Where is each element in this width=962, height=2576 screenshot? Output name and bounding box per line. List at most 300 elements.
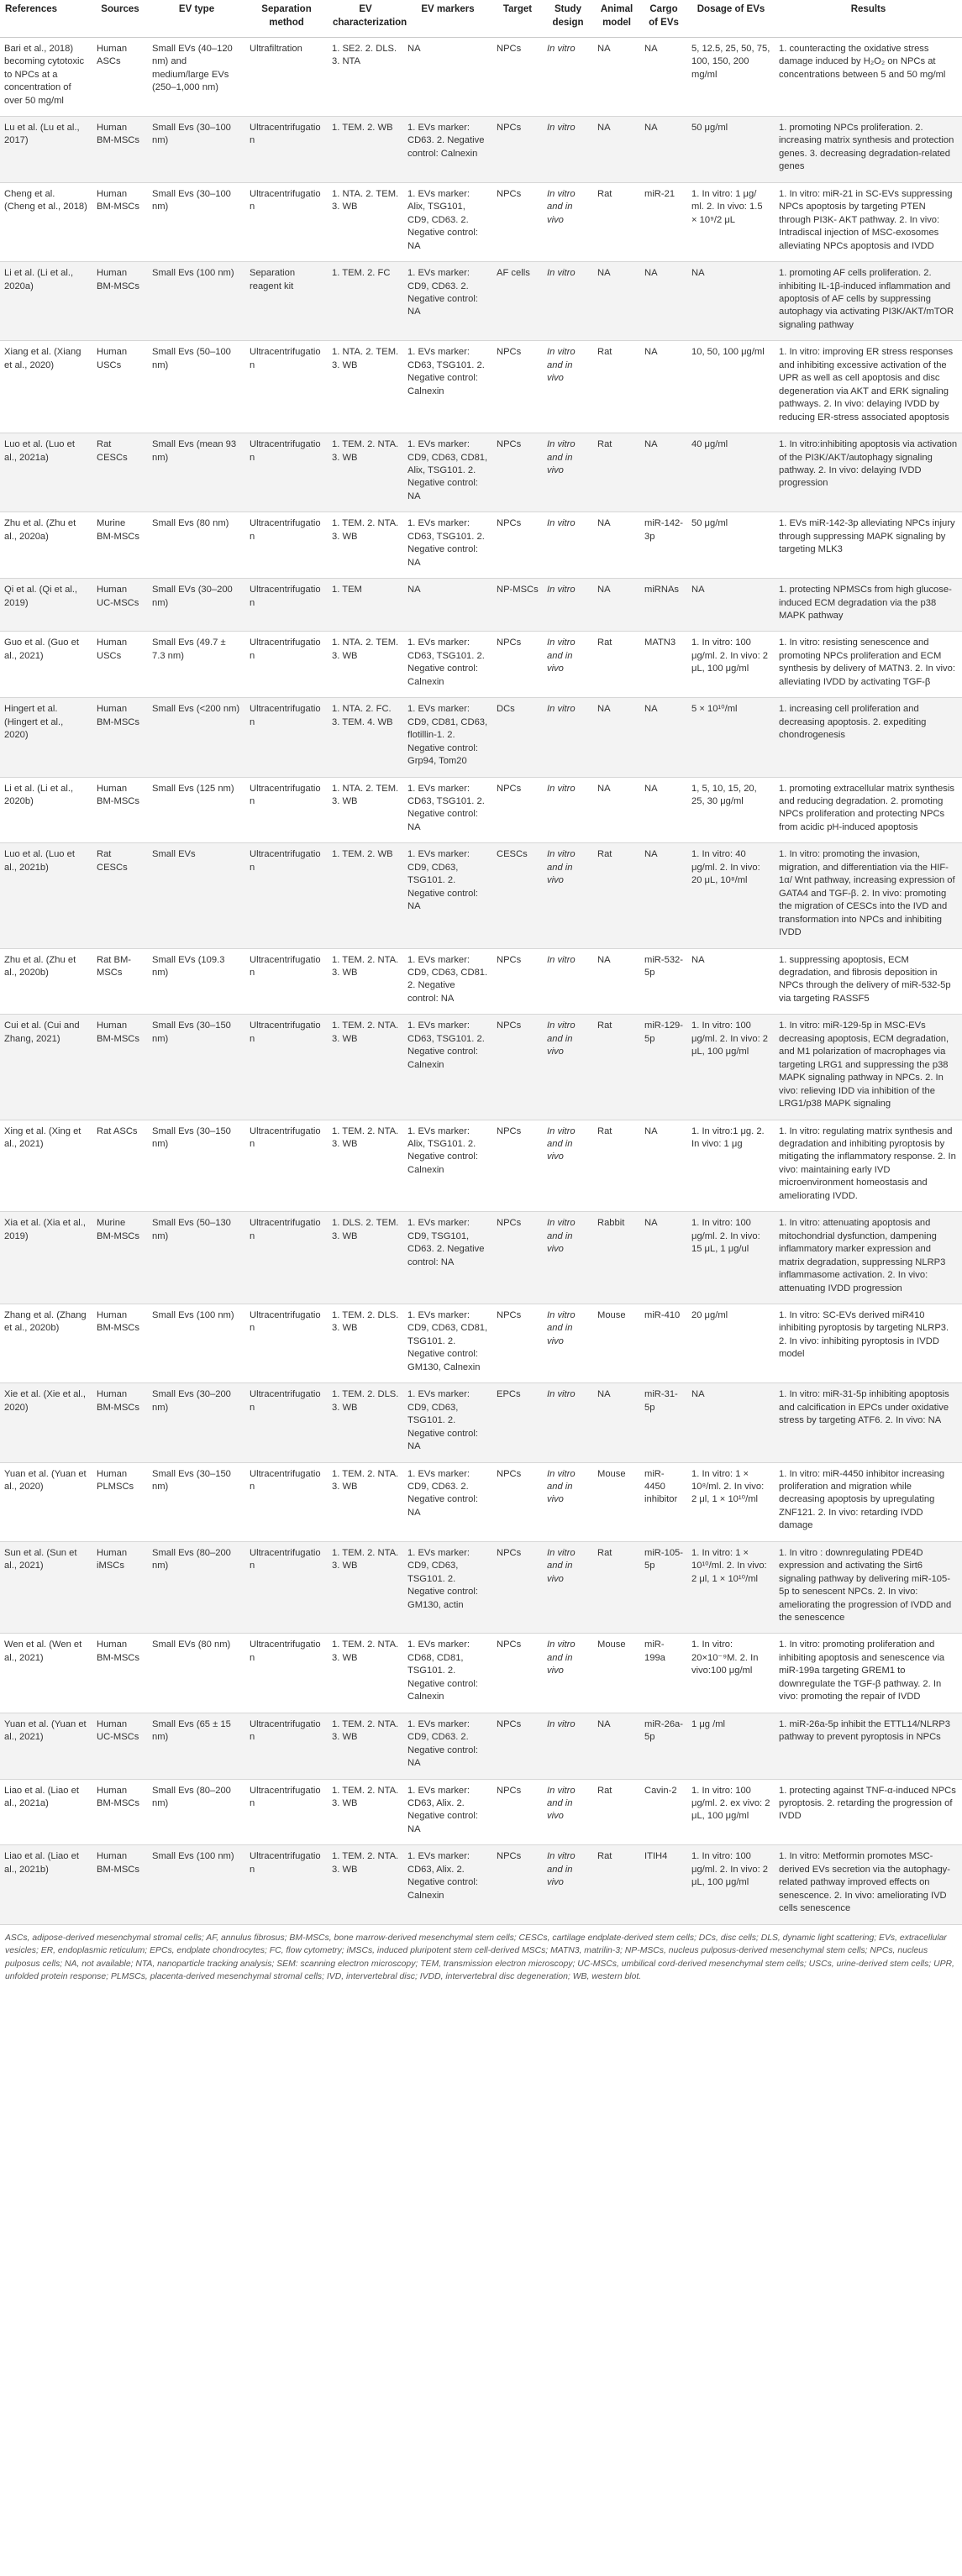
results-cell: 1. In vitro: regulating matrix synthesis and degradation and inhibiting pyroptosis by mitigating the inflammatory response. 2. In vivo: maintaining early IVD microenvironment homeostasis and ameliorating IVDD. <box>775 1120 962 1212</box>
separation-method-cell: Ultracentrifugation <box>245 1541 328 1634</box>
cargo-cell: NA <box>640 777 687 843</box>
study-design-cell: In vitro <box>543 37 593 116</box>
reference-cell: Liao et al. (Liao et al., 2021a) <box>0 1779 92 1845</box>
ev-type-cell: Small Evs (65 ± 15 nm) <box>148 1713 245 1779</box>
separation-method-cell: Ultracentrifugation <box>245 698 328 777</box>
table-row <box>0 777 962 843</box>
table-row <box>0 698 962 777</box>
table-row <box>0 1779 962 1845</box>
dosage-cell: NA <box>687 948 775 1015</box>
cargo-cell: NA <box>640 341 687 433</box>
table-body <box>0 37 962 1924</box>
separation-method-cell: Ultracentrifugation <box>245 182 328 261</box>
reference-cell: Zhu et al. (Zhu et al., 2020b) <box>0 948 92 1015</box>
ev-characterization-cell: 1. TEM. 2. NTA. 3. WB <box>328 1713 403 1779</box>
ev-characterization-cell: 1. TEM <box>328 579 403 632</box>
results-cell: 1. In vitro : downregulating PDE4D expression and activating the Sirt6 signaling pathway by delivering miR-105-5p to senescent NPCs. 2. In vivo: ameliorating the progression of IVDD and the senescence <box>775 1541 962 1634</box>
results-cell: 1. In vitro: miR-4450 inhibitor increasing proliferation and migration while decreasing apoptosis by upregulating ZNF121. 2. In vivo: retarding IVDD damage <box>775 1462 962 1541</box>
reference-cell: Guo et al. (Guo et al., 2021) <box>0 632 92 698</box>
cargo-cell: miR-410 <box>640 1304 687 1382</box>
cargo-cell: miR-199a <box>640 1634 687 1713</box>
reference-cell: Luo et al. (Luo et al., 2021a) <box>0 433 92 512</box>
ev-markers-cell: 1. EVs marker: CD63, TSG101. 2. Negative control: NA <box>403 777 492 843</box>
target-cell: NPCs <box>492 1634 543 1713</box>
source-cell: Human BM-MSCs <box>92 1845 148 1924</box>
source-cell: Murine BM-MSCs <box>92 512 148 579</box>
results-cell: 1. promoting extracellular matrix synthesis and reducing degradation. 2. promoting NPCs proliferation and protecting NPCs from acidic pH-induced apoptosis <box>775 777 962 843</box>
animal-model-cell: Rat <box>593 1120 640 1212</box>
cargo-cell: NA <box>640 843 687 948</box>
target-cell: NPCs <box>492 1212 543 1304</box>
column-header: Animal model <box>593 0 640 37</box>
animal-model-cell: NA <box>593 948 640 1015</box>
table-row <box>0 1304 962 1382</box>
separation-method-cell: Ultracentrifugation <box>245 579 328 632</box>
study-design-cell: In vitro and in vivo <box>543 1779 593 1845</box>
ev-characterization-cell: 1. TEM. 2. NTA. 3. WB <box>328 1845 403 1924</box>
column-header: Separation method <box>245 0 328 37</box>
table-row <box>0 1713 962 1779</box>
ev-characterization-cell: 1. TEM. 2. NTA. 3. WB <box>328 1541 403 1634</box>
separation-method-cell: Ultrafiltration <box>245 37 328 116</box>
animal-model-cell: NA <box>593 1383 640 1462</box>
target-cell: NPCs <box>492 37 543 116</box>
reference-cell: Zhang et al. (Zhang et al., 2020b) <box>0 1304 92 1382</box>
reference-cell: Cheng et al. (Cheng et al., 2018) <box>0 182 92 261</box>
separation-method-cell: Ultracentrifugation <box>245 843 328 948</box>
target-cell: AF cells <box>492 262 543 341</box>
target-cell: NPCs <box>492 182 543 261</box>
reference-cell: Xiang et al. (Xiang et al., 2020) <box>0 341 92 433</box>
ev-type-cell: Small Evs (30–150 nm) <box>148 1015 245 1120</box>
dosage-cell: 1. In vitro: 1 μg/ ml. 2. In vivo: 1.5 × 10⁹/2 μL <box>687 182 775 261</box>
ev-type-cell: Small EVs (40–120 nm) and medium/large EVs (250–1,000 nm) <box>148 37 245 116</box>
separation-method-cell: Ultracentrifugation <box>245 1462 328 1541</box>
cargo-cell: MATN3 <box>640 632 687 698</box>
dosage-cell: 1. In vitro: 1 × 10¹⁰/ml. 2. In vivo: 2 μl, 1 × 10¹⁰/ml <box>687 1541 775 1634</box>
animal-model-cell: Rat <box>593 632 640 698</box>
ev-type-cell: Small Evs (80–200 nm) <box>148 1779 245 1845</box>
target-cell: CESCs <box>492 843 543 948</box>
study-design-cell: In vitro and in vivo <box>543 1212 593 1304</box>
cargo-cell: miR-26a-5p <box>640 1713 687 1779</box>
table-row <box>0 37 962 116</box>
results-cell: 1. In vitro: miR-129-5p in MSC-EVs decreasing apoptosis, ECM degradation, and M1 polarization of macrophages via targeting LRG1 and suppressing the p38 MAPK signaling pathway in NPCs. 2. In vivo: relieving IDD via inhibition of the LRG1/p38 MAPK signaling <box>775 1015 962 1120</box>
target-cell: NPCs <box>492 1015 543 1120</box>
ev-type-cell: Small EVs (109.3 nm) <box>148 948 245 1015</box>
table-row <box>0 341 962 433</box>
source-cell: Human BM-MSCs <box>92 777 148 843</box>
animal-model-cell: NA <box>593 579 640 632</box>
ev-type-cell: Small Evs (80 nm) <box>148 512 245 579</box>
ev-markers-cell: NA <box>403 579 492 632</box>
ev-type-cell: Small Evs (30–200 nm) <box>148 1383 245 1462</box>
table-row <box>0 1541 962 1634</box>
separation-method-cell: Ultracentrifugation <box>245 512 328 579</box>
results-cell: 1. counteracting the oxidative stress damage induced by H₂O₂ on NPCs at concentrations between 5 and 50 mg/ml <box>775 37 962 116</box>
animal-model-cell: Rabbit <box>593 1212 640 1304</box>
ev-markers-cell: 1. EVs marker: CD63, TSG101. 2. Negative control: Calnexin <box>403 341 492 433</box>
table-row <box>0 182 962 261</box>
reference-cell: Luo et al. (Luo et al., 2021b) <box>0 843 92 948</box>
dosage-cell: NA <box>687 1383 775 1462</box>
separation-method-cell: Ultracentrifugation <box>245 341 328 433</box>
target-cell: NPCs <box>492 116 543 182</box>
animal-model-cell: Rat <box>593 1779 640 1845</box>
study-design-cell: In vitro and in vivo <box>543 1304 593 1382</box>
ev-type-cell: Small Evs (80–200 nm) <box>148 1541 245 1634</box>
target-cell: NP-MSCs <box>492 579 543 632</box>
target-cell: EPCs <box>492 1383 543 1462</box>
animal-model-cell: Rat <box>593 433 640 512</box>
ev-characterization-cell: 1. TEM. 2. NTA. 3. WB <box>328 1015 403 1120</box>
results-cell: 1. In vitro: improving ER stress responses and inhibiting excessive activation of the UPR as well as cell apoptosis and disc degeneration via AKT and ERK signaling pathways. 2. In vivo: delaying IVDD by reducing ER-stress associated apoptosis <box>775 341 962 433</box>
dosage-cell: 1. In vitro: 100 μg/ml. 2. In vivo: 2 μL, 100 μg/ml <box>687 1015 775 1120</box>
dosage-cell: 1. In vitro: 1 × 10⁸/ml. 2. In vivo: 2 μl, 1 × 10¹⁰/ml <box>687 1462 775 1541</box>
ev-characterization-cell: 1. TEM. 2. NTA. 3. WB <box>328 512 403 579</box>
ev-type-cell: Small Evs (100 nm) <box>148 1845 245 1924</box>
table-header <box>0 0 962 37</box>
ev-markers-cell: 1. EVs marker: CD9, CD63. 2. Negative control: NA <box>403 1462 492 1541</box>
separation-method-cell: Ultracentrifugation <box>245 1015 328 1120</box>
ev-type-cell: Small Evs (125 nm) <box>148 777 245 843</box>
results-cell: 1. In vitro:inhibiting apoptosis via activation of the PI3K/AKT/autophagy signaling pathway. 2. In vivo: delaying IVDD progression <box>775 433 962 512</box>
column-header: Dosage of EVs <box>687 0 775 37</box>
results-cell: 1. In vitro: SC-EVs derived miR410 inhibiting pyroptosis by targeting NLRP3. 2. In vivo: inhibiting pyroptosis in IVDD model <box>775 1304 962 1382</box>
ev-characterization-cell: 1. TEM. 2. DLS. 3. WB <box>328 1304 403 1382</box>
source-cell: Human BM-MSCs <box>92 262 148 341</box>
results-cell: 1. increasing cell proliferation and decreasing apoptosis. 2. expediting chondrogenesis <box>775 698 962 777</box>
ev-characterization-cell: 1. TEM. 2. NTA. 3. WB <box>328 1779 403 1845</box>
ev-characterization-cell: 1. TEM. 2. FC <box>328 262 403 341</box>
ev-characterization-cell: 1. NTA. 2. TEM. 3. WB <box>328 182 403 261</box>
table-row <box>0 1383 962 1462</box>
dosage-cell: 1. In vitro: 100 μg/ml. 2. ex vivo: 2 μL, 100 μg/ml <box>687 1779 775 1845</box>
source-cell: Human BM-MSCs <box>92 1634 148 1713</box>
dosage-cell: 1 μg /ml <box>687 1713 775 1779</box>
separation-method-cell: Ultracentrifugation <box>245 1120 328 1212</box>
study-design-cell: In vitro <box>543 777 593 843</box>
separation-method-cell: Ultracentrifugation <box>245 433 328 512</box>
study-design-cell: In vitro and in vivo <box>543 1120 593 1212</box>
reference-cell: Li et al. (Li et al., 2020b) <box>0 777 92 843</box>
ev-characterization-cell: 1. TEM. 2. DLS. 3. WB <box>328 1383 403 1462</box>
column-header: EV type <box>148 0 245 37</box>
reference-cell: Hingert et al. (Hingert et al., 2020) <box>0 698 92 777</box>
animal-model-cell: Mouse <box>593 1462 640 1541</box>
target-cell: DCs <box>492 698 543 777</box>
ev-characterization-cell: 1. NTA. 2. TEM. 3. WB <box>328 632 403 698</box>
source-cell: Human BM-MSCs <box>92 182 148 261</box>
dosage-cell: 1. In vitro: 100 μg/ml. 2. In vivo: 2 μL, 100 μg/ml <box>687 1845 775 1924</box>
table-row <box>0 1015 962 1120</box>
study-design-cell: In vitro <box>543 512 593 579</box>
cargo-cell: NA <box>640 433 687 512</box>
table-row <box>0 843 962 948</box>
results-cell: 1. promoting AF cells proliferation. 2. inhibiting IL-1β-induced inflammation and apoptosis of AF cells by suppressing autophagy via activating PI3K/AKT/mTOR signaling pathway <box>775 262 962 341</box>
study-design-cell: In vitro <box>543 262 593 341</box>
separation-method-cell: Ultracentrifugation <box>245 1212 328 1304</box>
study-design-cell: In vitro <box>543 1713 593 1779</box>
results-cell: 1. protecting against TNF-α-induced NPCs pyroptosis. 2. retarding the progression of IVDD <box>775 1779 962 1845</box>
target-cell: NPCs <box>492 1779 543 1845</box>
cargo-cell: NA <box>640 698 687 777</box>
column-header: Results <box>775 0 962 37</box>
source-cell: Rat CESCs <box>92 843 148 948</box>
table-row <box>0 632 962 698</box>
dosage-cell: 1. In vitro:1 μg. 2. In vivo: 1 μg <box>687 1120 775 1212</box>
results-cell: 1. EVs miR-142-3p alleviating NPCs injury through suppressing MAPK signaling by targeting MLK3 <box>775 512 962 579</box>
table-row <box>0 512 962 579</box>
column-header: Sources <box>92 0 148 37</box>
target-cell: NPCs <box>492 512 543 579</box>
results-cell: 1. protecting NPMSCs from high glucose-induced ECM degradation via the p38 MAPK pathway <box>775 579 962 632</box>
study-design-cell: In vitro and in vivo <box>543 341 593 433</box>
cargo-cell: miR-21 <box>640 182 687 261</box>
cargo-cell: ITIH4 <box>640 1845 687 1924</box>
separation-method-cell: Separation reagent kit <box>245 262 328 341</box>
target-cell: NPCs <box>492 777 543 843</box>
study-design-cell: In vitro and in vivo <box>543 1015 593 1120</box>
dosage-cell: 10, 50, 100 μg/ml <box>687 341 775 433</box>
table-row <box>0 433 962 512</box>
reference-cell: Li et al. (Li et al., 2020a) <box>0 262 92 341</box>
ev-type-cell: Small Evs (mean 93 nm) <box>148 433 245 512</box>
results-cell: 1. In vitro: miR-21 in SC-EVs suppressing NPCs apoptosis by targeting PTEN through PI3K- AKT pathway. 2. In vivo: Intradiscal injection of MSC-exosomes alleviating NPCs apoptosis and IVDD <box>775 182 962 261</box>
results-cell: 1. miR-26a-5p inhibit the ETTL14/NLRP3 pathway to prevent pyroptosis in NPCs <box>775 1713 962 1779</box>
ev-markers-cell: 1. EVs marker: CD68, CD81, TSG101. 2. Negative control: Calnexin <box>403 1634 492 1713</box>
dosage-cell: 50 μg/ml <box>687 116 775 182</box>
source-cell: Human BM-MSCs <box>92 116 148 182</box>
separation-method-cell: Ultracentrifugation <box>245 1845 328 1924</box>
ev-markers-cell: 1. EVs marker: CD9, CD63. 2. Negative control: NA <box>403 262 492 341</box>
dosage-cell: 1. In vitro: 100 μg/ml. 2. In vivo: 2 μL, 100 μg/ml <box>687 632 775 698</box>
study-design-cell: In vitro and in vivo <box>543 1462 593 1541</box>
cargo-cell: miR-129-5p <box>640 1015 687 1120</box>
table-row <box>0 1845 962 1924</box>
reference-cell: Qi et al. (Qi et al., 2019) <box>0 579 92 632</box>
dosage-cell: 5, 12.5, 25, 50, 75, 100, 150, 200 mg/ml <box>687 37 775 116</box>
ev-type-cell: Small Evs (30–100 nm) <box>148 116 245 182</box>
source-cell: Human BM-MSCs <box>92 1383 148 1462</box>
reference-cell: Xie et al. (Xie et al., 2020) <box>0 1383 92 1462</box>
reference-cell: Sun et al. (Sun et al., 2021) <box>0 1541 92 1634</box>
separation-method-cell: Ultracentrifugation <box>245 1713 328 1779</box>
column-header: EV characterization <box>328 0 403 37</box>
ev-type-cell: Small Evs (49.7 ± 7.3 nm) <box>148 632 245 698</box>
animal-model-cell: NA <box>593 116 640 182</box>
dosage-cell: 1. In vitro: 20×10⁻⁹M. 2. In vivo:100 μg/ml <box>687 1634 775 1713</box>
study-design-cell: In vitro and in vivo <box>543 182 593 261</box>
ev-markers-cell: 1. EVs marker: Alix, TSG101. 2. Negative control: Calnexin <box>403 1120 492 1212</box>
reference-cell: Lu et al. (Lu et al., 2017) <box>0 116 92 182</box>
ev-characterization-cell: 1. TEM. 2. NTA. 3. WB <box>328 1120 403 1212</box>
reference-cell: Bari et al., 2018) becoming cytotoxic to NPCs at a concentration of over 50 mg/ml <box>0 37 92 116</box>
target-cell: NPCs <box>492 948 543 1015</box>
study-design-cell: In vitro and in vivo <box>543 433 593 512</box>
source-cell: Human BM-MSCs <box>92 1015 148 1120</box>
ev-type-cell: Small Evs (30–150 nm) <box>148 1120 245 1212</box>
results-cell: 1. In vitro: resisting senescence and promoting NPCs proliferation and ECM synthesis by delivery of MATN3. 2. In vivo: alleviating IVDD by activating TGF-β <box>775 632 962 698</box>
column-header: Target <box>492 0 543 37</box>
source-cell: Human UC-MSCs <box>92 1713 148 1779</box>
results-cell: 1. In vitro: miR-31-5p inhibiting apoptosis and calcification in EPCs under oxidative stress by targeting ATF6. 2. In vivo: NA <box>775 1383 962 1462</box>
ev-markers-cell: 1. EVs marker: Alix, TSG101, CD9, CD63. 2. Negative control: NA <box>403 182 492 261</box>
study-design-cell: In vitro <box>543 1383 593 1462</box>
ev-characterization-cell: 1. TEM. 2. NTA. 3. WB <box>328 1634 403 1713</box>
ev-markers-cell: 1. EVs marker: CD63, TSG101. 2. Negative control: Calnexin <box>403 1015 492 1120</box>
ev-type-cell: Small EVs <box>148 843 245 948</box>
table-row <box>0 948 962 1015</box>
source-cell: Human USCs <box>92 341 148 433</box>
source-cell: Human BM-MSCs <box>92 1779 148 1845</box>
dosage-cell: NA <box>687 579 775 632</box>
source-cell: Human BM-MSCs <box>92 698 148 777</box>
dosage-cell: 50 μg/ml <box>687 512 775 579</box>
cargo-cell: miR-105-5p <box>640 1541 687 1634</box>
dosage-cell: 5 × 10¹⁰/ml <box>687 698 775 777</box>
ev-characterization-cell: 1. NTA. 2. FC. 3. TEM. 4. WB <box>328 698 403 777</box>
cargo-cell: NA <box>640 262 687 341</box>
ev-markers-cell: 1. EVs marker: CD63, Alix. 2. Negative control: Calnexin <box>403 1845 492 1924</box>
cargo-cell: miR-31-5p <box>640 1383 687 1462</box>
ev-characterization-cell: 1. NTA. 2. TEM. 3. WB <box>328 341 403 433</box>
animal-model-cell: Mouse <box>593 1304 640 1382</box>
animal-model-cell: NA <box>593 262 640 341</box>
source-cell: Human ASCs <box>92 37 148 116</box>
target-cell: NPCs <box>492 1120 543 1212</box>
ev-markers-cell: 1. EVs marker: CD9, CD81, CD63, flotillin-1. 2. Negative control: Grp94, Tom20 <box>403 698 492 777</box>
table-row <box>0 262 962 341</box>
cargo-cell: miRNAs <box>640 579 687 632</box>
dosage-cell: NA <box>687 262 775 341</box>
study-design-cell: In vitro <box>543 579 593 632</box>
dosage-cell: 1. In vitro: 40 μg/ml. 2. In vivo: 20 μL, 10⁸/ml <box>687 843 775 948</box>
animal-model-cell: NA <box>593 1713 640 1779</box>
table-row <box>0 1634 962 1713</box>
column-header: References <box>0 0 92 37</box>
animal-model-cell: NA <box>593 777 640 843</box>
target-cell: NPCs <box>492 341 543 433</box>
column-header: EV markers <box>403 0 492 37</box>
reference-cell: Yuan et al. (Yuan et al., 2021) <box>0 1713 92 1779</box>
ev-characterization-cell: 1. TEM. 2. WB <box>328 843 403 948</box>
dosage-cell: 40 μg/ml <box>687 433 775 512</box>
column-header: Study design <box>543 0 593 37</box>
ev-markers-cell: 1. EVs marker: CD63, TSG101. 2. Negative control: Calnexin <box>403 632 492 698</box>
source-cell: Murine BM-MSCs <box>92 1212 148 1304</box>
study-design-cell: In vitro and in vivo <box>543 632 593 698</box>
ev-characterization-cell: 1. DLS. 2. TEM. 3. WB <box>328 1212 403 1304</box>
results-cell: 1. suppressing apoptosis, ECM degradation, and fibrosis deposition in NPCs through the delivery of miR-532-5p via targeting RASSF5 <box>775 948 962 1015</box>
study-design-cell: In vitro and in vivo <box>543 843 593 948</box>
ev-markers-cell: 1. EVs marker: CD9, CD63, CD81, TSG101. 2. Negative control: GM130, Calnexin <box>403 1304 492 1382</box>
animal-model-cell: Rat <box>593 1015 640 1120</box>
ev-type-cell: Small Evs (50–100 nm) <box>148 341 245 433</box>
target-cell: NPCs <box>492 1462 543 1541</box>
results-cell: 1. promoting NPCs proliferation. 2. increasing matrix synthesis and protection genes. 3. decreasing degradation-related genes <box>775 116 962 182</box>
source-cell: Rat BM-MSCs <box>92 948 148 1015</box>
cargo-cell: Cavin-2 <box>640 1779 687 1845</box>
animal-model-cell: NA <box>593 37 640 116</box>
separation-method-cell: Ultracentrifugation <box>245 777 328 843</box>
study-design-cell: In vitro <box>543 948 593 1015</box>
ev-markers-cell: 1. EVs marker: CD9, CD63, TSG101. 2. Negative control: GM130, actin <box>403 1541 492 1634</box>
animal-model-cell: Rat <box>593 1541 640 1634</box>
reference-cell: Cui et al. (Cui and Zhang, 2021) <box>0 1015 92 1120</box>
cargo-cell: miR-4450 inhibitor <box>640 1462 687 1541</box>
ev-markers-cell: 1. EVs marker: CD63, TSG101. 2. Negative control: NA <box>403 512 492 579</box>
ev-type-cell: Small Evs (30–100 nm) <box>148 182 245 261</box>
animal-model-cell: Mouse <box>593 1634 640 1713</box>
dosage-cell: 1, 5, 10, 15, 20, 25, 30 μg/ml <box>687 777 775 843</box>
source-cell: Human PLMSCs <box>92 1462 148 1541</box>
reference-cell: Liao et al. (Liao et al., 2021b) <box>0 1845 92 1924</box>
cargo-cell: NA <box>640 116 687 182</box>
ev-markers-cell: 1. EVs marker: CD9, CD63, CD81, Alix, TSG101. 2. Negative control: NA <box>403 433 492 512</box>
study-design-cell: In vitro and in vivo <box>543 1634 593 1713</box>
ev-markers-cell: 1. EVs marker: CD9, CD63, TSG101. 2. Negative control: NA <box>403 1383 492 1462</box>
ev-markers-cell: 1. EVs marker: CD9, CD63, TSG101. 2. Negative control: NA <box>403 843 492 948</box>
ev-type-cell: Small Evs (50–130 nm) <box>148 1212 245 1304</box>
table-row <box>0 116 962 182</box>
ev-type-cell: Small Evs (100 nm) <box>148 262 245 341</box>
table-row <box>0 579 962 632</box>
separation-method-cell: Ultracentrifugation <box>245 948 328 1015</box>
ev-characterization-cell: 1. TEM. 2. WB <box>328 116 403 182</box>
animal-model-cell: Rat <box>593 341 640 433</box>
animal-model-cell: NA <box>593 512 640 579</box>
results-cell: 1. In vitro: promoting proliferation and inhibiting apoptosis and senescence via miR-199a targeting GREM1 to downregulate the TGF-β pathway. 2. In vivo: promoting the repair of IVDD <box>775 1634 962 1713</box>
column-header: Cargo of EVs <box>640 0 687 37</box>
ev-type-cell: Small Evs (100 nm) <box>148 1304 245 1382</box>
reference-cell: Wen et al. (Wen et al., 2021) <box>0 1634 92 1713</box>
table-row <box>0 1212 962 1304</box>
ev-markers-cell: 1. EVs marker: CD9, CD63. 2. Negative control: NA <box>403 1713 492 1779</box>
target-cell: NPCs <box>492 433 543 512</box>
ev-markers-cell: NA <box>403 37 492 116</box>
separation-method-cell: Ultracentrifugation <box>245 632 328 698</box>
cargo-cell: NA <box>640 1212 687 1304</box>
ev-markers-cell: 1. EVs marker: CD9, TSG101, CD63. 2. Negative control: NA <box>403 1212 492 1304</box>
study-design-cell: In vitro and in vivo <box>543 1541 593 1634</box>
cargo-cell: NA <box>640 37 687 116</box>
reference-cell: Xia et al. (Xia et al., 2019) <box>0 1212 92 1304</box>
results-cell: 1. In vitro: Metformin promotes MSC-derived EVs secretion via the autophagy-related pathway improved effects on senescence. 2. In vivo: ameliorating IVD cells senescence <box>775 1845 962 1924</box>
target-cell: NPCs <box>492 632 543 698</box>
ev-type-cell: Small EVs (80 nm) <box>148 1634 245 1713</box>
source-cell: Human UC-MSCs <box>92 579 148 632</box>
source-cell: Human USCs <box>92 632 148 698</box>
target-cell: NPCs <box>492 1713 543 1779</box>
ev-markers-cell: 1. EVs marker: CD9, CD63, CD81. 2. Negative control: NA <box>403 948 492 1015</box>
reference-cell: Zhu et al. (Zhu et al., 2020a) <box>0 512 92 579</box>
reference-cell: Yuan et al. (Yuan et al., 2020) <box>0 1462 92 1541</box>
study-design-cell: In vitro and in vivo <box>543 1845 593 1924</box>
study-design-cell: In vitro <box>543 698 593 777</box>
ev-characterization-cell: 1. TEM. 2. NTA. 3. WB <box>328 433 403 512</box>
dosage-cell: 1. In vitro: 100 μg/ml. 2. In vivo: 15 μL, 1 μg/ul <box>687 1212 775 1304</box>
reference-cell: Xing et al. (Xing et al., 2021) <box>0 1120 92 1212</box>
ev-type-cell: Small Evs (<200 nm) <box>148 698 245 777</box>
table-footnote: ASCs, adipose-derived mesenchymal stromal cells; AF, annulus fibrosus; BM-MSCs, bone marrow-derived mesenchymal stem cells; CESCs, cartilage endplate-derived stem cells; DCs, disc cells; DLS, dynamic light scattering; EVs, extracellular vesicles; ER, endoplasmic reticulum; EPCs, endplate chondrocytes; FC, flow cytometry; iMSCs, induced pluripotent stem cell-derived MSCs; MATN3, matrilin-3; NP-MSCs, nucleus pulposus-derived mesenchymal stem cells; NPCs, nucleus pulposus cells; NA, not available; NTA, nanoparticle tracking analysis; SEM: scanning electron microscopy; TEM, transmission electron microscopy; UC-MSCs, umbilical cord-derived mesenchymal stem cells; USCs, urine-derived stem cells; UPR, unfolded protein response; PLMSCs, placenta-derived mesenchymal stromal cells; IVD, intervertebral disc; IVDD, intervertebral disc degeneration; WB, western blot. <box>5 1933 954 1982</box>
source-cell: Rat ASCs <box>92 1120 148 1212</box>
target-cell: NPCs <box>492 1541 543 1634</box>
header-row <box>0 0 962 37</box>
animal-model-cell: NA <box>593 698 640 777</box>
results-cell: 1. In vitro: promoting the invasion, migration, and differentiation via the HIF-1α/ Wnt pathway, increasing expression of GATA4 and TGF-β. 2. In vivo: promoting the migration of CESCs into the IVD and transformation into NPCs and inhibiting IVDD <box>775 843 962 948</box>
separation-method-cell: Ultracentrifugation <box>245 1634 328 1713</box>
